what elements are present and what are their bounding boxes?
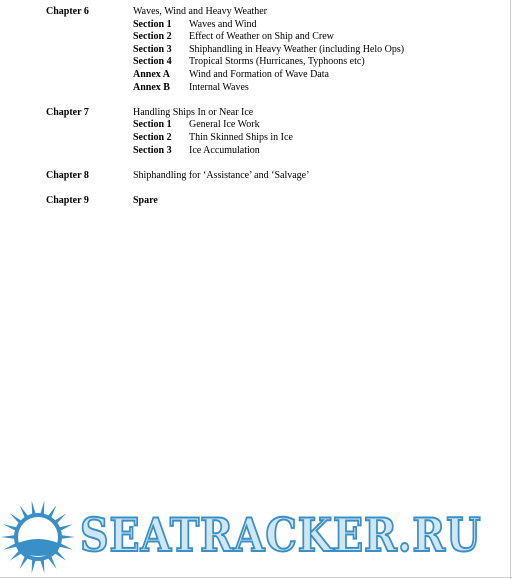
- toc-chapter-9: [46, 195, 486, 208]
- section-title: General Ice Work: [189, 119, 260, 131]
- chapter-label: Chapter 7: [46, 106, 89, 118]
- sun-over-sea-logo-icon: [0, 499, 80, 579]
- toc-chapter-7: [46, 107, 486, 157]
- chapter-title: Handling Ships In or Near Ice: [133, 106, 254, 118]
- section-label: Section 2: [133, 131, 172, 143]
- chapter-title: Waves, Wind and Heavy Weather: [133, 6, 267, 17]
- section-title: Tropical Storms (Hurricanes, Typhoons etc): [189, 56, 365, 68]
- chapter-label: Chapter 8: [46, 169, 89, 181]
- toc-section: [133, 19, 486, 32]
- section-label: Section 2: [133, 31, 172, 43]
- toc-annex: [133, 69, 486, 82]
- section-title: Ice Accumulation: [189, 144, 260, 156]
- annex-label: Annex A: [133, 68, 170, 80]
- section-title: Shiphandling in Heavy Weather (including Helo Ops): [189, 43, 405, 55]
- chapter-body: [133, 6, 486, 94]
- toc-section: [133, 145, 486, 158]
- toc-section: [133, 132, 486, 145]
- page-edge-right: [510, 0, 511, 579]
- sun-ray: [60, 535, 75, 539]
- annex-label: Annex B: [133, 81, 170, 93]
- table-of-contents: [46, 6, 486, 220]
- chapter-body: [133, 107, 486, 157]
- section-title: Effect of Weather on Ship and Crew: [189, 31, 334, 43]
- section-label: Section 4: [133, 56, 172, 68]
- chapter-title: Shiphandling for ‘Assistance’ and ‘Salvage’: [133, 169, 310, 181]
- section-label: Section 3: [133, 43, 172, 55]
- section-title: Thin Skinned Ships in Ice: [189, 131, 293, 143]
- section-label: Section 1: [133, 18, 172, 30]
- chapter-label: Chapter 9: [46, 194, 89, 206]
- sun-ray: [1, 535, 16, 539]
- toc-section: [133, 31, 486, 44]
- toc-chapter-6: [46, 6, 486, 94]
- chapter-title: Spare: [133, 194, 158, 206]
- annex-title: Internal Waves: [189, 81, 249, 93]
- chapter-body: [133, 195, 486, 208]
- chapter-body: [133, 170, 486, 183]
- toc-section: [133, 56, 486, 69]
- toc-section: [133, 44, 486, 57]
- toc-annex: [133, 82, 486, 95]
- chapter-label: Chapter 6: [46, 6, 89, 17]
- seatracker-watermark: [0, 499, 510, 579]
- annex-title: Wind and Formation of Wave Data: [189, 68, 329, 80]
- section-label: Section 3: [133, 144, 172, 156]
- toc-section: [133, 119, 486, 132]
- section-label: Section 1: [133, 119, 172, 131]
- section-title: Waves and Wind: [189, 18, 257, 30]
- toc-chapter-8: [46, 170, 486, 183]
- watermark-text: SEATRACKER.RU: [80, 508, 482, 562]
